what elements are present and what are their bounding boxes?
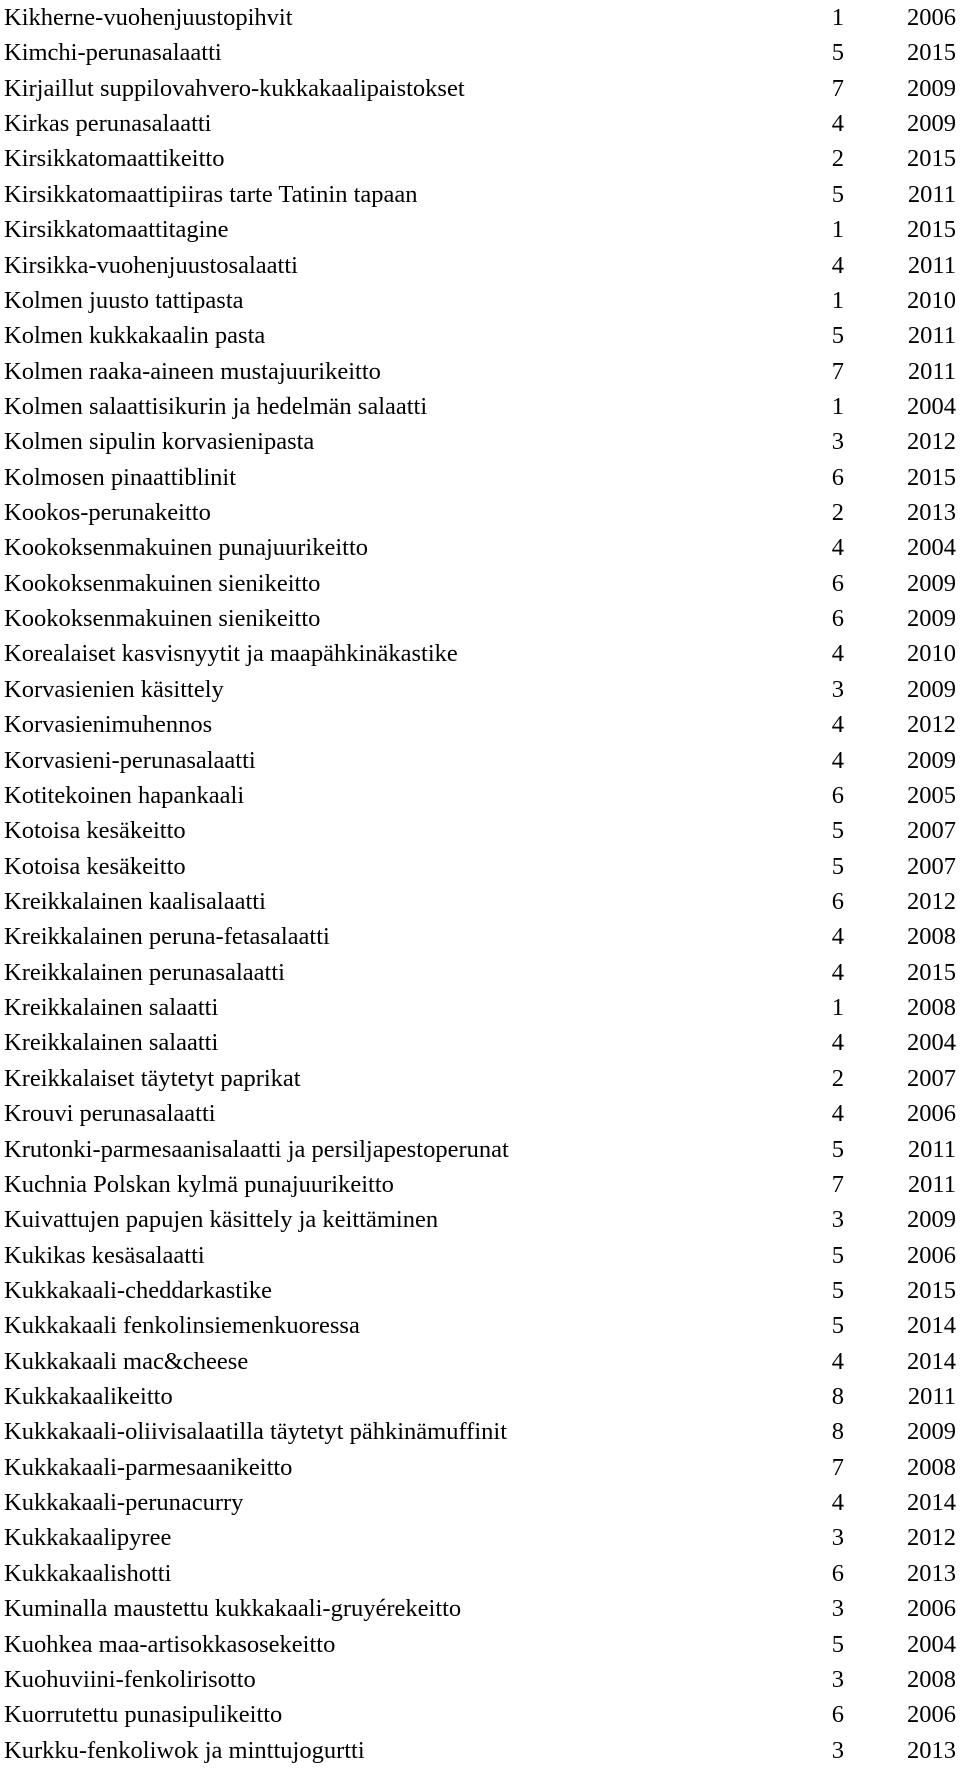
recipe-count: 6 [831,887,844,915]
recipe-year: 2015 [907,145,956,173]
recipe-year: 2006 [907,1241,956,1269]
recipe-year: 2008 [907,1665,956,1693]
recipe-count: 6 [831,1559,844,1587]
list-item [0,460,960,495]
list-item [0,743,960,778]
list-item [0,212,960,247]
list-item [0,672,960,707]
recipe-name: Kookoksenmakuinen sienikeitto [4,605,321,633]
list-item [0,884,960,919]
recipe-year: 2011 [907,1170,956,1198]
recipe-count: 4 [831,640,844,668]
recipe-count: 5 [831,180,844,208]
recipe-year: 2011 [907,1135,956,1163]
recipe-year: 2012 [907,1524,956,1552]
recipe-count: 3 [831,1206,844,1234]
recipe-count: 5 [831,1630,844,1658]
recipe-name: Krouvi perunasalaatti [4,1100,216,1128]
recipe-year: 2014 [907,1312,956,1340]
recipe-name: Kolmen juusto tattipasta [4,286,244,314]
recipe-count: 6 [831,569,844,597]
list-item [0,1379,960,1414]
list-item [0,495,960,530]
list-item [0,1308,960,1343]
recipe-year: 2013 [907,499,956,527]
recipe-name: Kurkku-fenkoliwok ja minttujogurtti [4,1736,365,1764]
recipe-count: 4 [831,1347,844,1375]
recipe-count: 4 [831,746,844,774]
recipe-count: 2 [831,145,844,173]
recipe-count: 6 [831,605,844,633]
recipe-name: Kotitekoinen hapankaali [4,781,245,809]
recipe-name: Kookoksenmakuinen sienikeitto [4,569,321,597]
recipe-year: 2008 [907,923,956,951]
list-item [0,0,960,35]
recipe-count: 3 [831,1595,844,1623]
recipe-count: 2 [831,499,844,527]
recipe-count: 5 [831,39,844,67]
recipe-count: 1 [831,994,844,1022]
list-item [0,530,960,565]
list-item [0,1025,960,1060]
recipe-year: 2009 [907,605,956,633]
recipe-count: 6 [831,463,844,491]
recipe-year: 2011 [907,251,956,279]
recipe-year: 2011 [907,357,956,385]
list-item [0,1485,960,1520]
recipe-year: 2006 [907,1595,956,1623]
recipe-name: Kookoksenmakuinen punajuurikeitto [4,534,369,562]
recipe-count: 1 [831,392,844,420]
list-item [0,35,960,70]
recipe-name: Kirsikka-vuohenjuustosalaatti [4,251,298,279]
list-item [0,1520,960,1555]
recipe-name: Kookos-perunakeitto [4,499,211,527]
recipe-count: 4 [831,251,844,279]
recipe-year: 2006 [907,4,956,31]
recipe-name: Kuorrutettu punasipulikeitto [4,1701,283,1729]
recipe-count: 3 [831,1665,844,1693]
recipe-count: 7 [831,1453,844,1481]
list-item [0,778,960,813]
list-item [0,106,960,141]
recipe-year: 2006 [907,1701,956,1729]
recipe-name: Kuminalla maustettu kukkakaali-gruyérekeitto [4,1595,462,1623]
list-item [0,1414,960,1449]
recipe-year: 2015 [907,39,956,67]
list-item [0,283,960,318]
recipe-name: Korvasienien käsittely [4,675,224,703]
list-item [0,1344,960,1379]
recipe-year: 2011 [907,180,956,208]
list-item [0,1238,960,1273]
list-item [0,177,960,212]
recipe-name: Kuivattujen papujen käsittely ja keittäminen [4,1206,439,1234]
recipe-name: Krutonki-parmesaanisalaatti ja persiljapestoperunat [4,1135,509,1163]
recipe-count: 5 [831,1312,844,1340]
recipe-year: 2006 [907,1100,956,1128]
list-item [0,1096,960,1131]
recipe-year: 2008 [907,1453,956,1481]
recipe-year: 2009 [907,675,956,703]
recipe-year: 2013 [907,1736,956,1764]
list-item [0,389,960,424]
list-item [0,813,960,848]
recipe-name: Korvasienimuhennos [4,711,213,739]
recipe-year: 2014 [907,1347,956,1375]
recipe-count: 4 [831,1029,844,1057]
recipe-count: 7 [831,74,844,102]
recipe-count: 4 [831,1489,844,1517]
recipe-year: 2010 [907,640,956,668]
recipe-count: 5 [831,322,844,350]
recipe-name: Kotoisa kesäkeitto [4,817,186,845]
recipe-name: Kuchnia Polskan kylmä punajuurikeitto [4,1170,394,1198]
list-item [0,1132,960,1167]
list-item [0,955,960,990]
list-item [0,424,960,459]
recipe-year: 2011 [907,322,956,350]
recipe-count: 5 [831,852,844,880]
recipe-year: 2004 [907,392,956,420]
recipe-count: 7 [831,1170,844,1198]
list-item [0,1627,960,1662]
list-item [0,1733,960,1768]
recipe-count: 2 [831,1064,844,1092]
recipe-count: 1 [831,4,844,31]
recipe-name: Kukikas kesäsalaatti [4,1241,205,1269]
recipe-count: 6 [831,781,844,809]
recipe-name: Korealaiset kasvisnyytit ja maapähkinäkastike [4,640,458,668]
list-item [0,566,960,601]
recipe-count: 3 [831,675,844,703]
recipe-count: 4 [831,534,844,562]
recipe-year: 2004 [907,1630,956,1658]
recipe-year: 2010 [907,286,956,314]
recipe-year: 2009 [907,74,956,102]
recipe-name: Kreikkalainen peruna-fetasalaatti [4,923,330,951]
list-item [0,318,960,353]
recipe-year: 2004 [907,534,956,562]
recipe-name: Kolmen sipulin korvasienipasta [4,428,315,456]
recipe-name: Kotoisa kesäkeitto [4,852,186,880]
recipe-name: Kukkakaali-oliivisalaatilla täytetyt pähkinämuffinit [4,1418,508,1446]
list-item [0,1591,960,1626]
recipe-year: 2004 [907,1029,956,1057]
recipe-count: 7 [831,357,844,385]
recipe-year: 2008 [907,994,956,1022]
list-item [0,849,960,884]
recipe-name: Kolmen salaattisikurin ja hedelmän salaatti [4,392,428,420]
recipe-count: 3 [831,1524,844,1552]
list-item [0,990,960,1025]
recipe-count: 4 [831,958,844,986]
recipe-count: 1 [831,286,844,314]
recipe-name: Kukkakaalishotti [4,1559,172,1587]
recipe-year: 2014 [907,1489,956,1517]
recipe-count: 5 [831,1241,844,1269]
recipe-name: Kukkakaalikeitto [4,1383,173,1411]
recipe-name: Kreikkalaiset täytetyt paprikat [4,1064,301,1092]
recipe-year: 2012 [907,711,956,739]
recipe-count: 8 [831,1383,844,1411]
recipe-year: 2007 [907,852,956,880]
list-item [0,707,960,742]
recipe-year: 2015 [907,958,956,986]
recipe-count: 5 [831,817,844,845]
list-item [0,248,960,283]
list-item [0,1697,960,1732]
recipe-name: Kukkakaali-parmesaanikeitto [4,1453,293,1481]
recipe-name: Kikherne-vuohenjuustopihvit [4,4,293,31]
recipe-name: Kukkakaali-cheddarkastike [4,1276,273,1304]
list-item [0,71,960,106]
recipe-year: 2005 [907,781,956,809]
recipe-name: Kirsikkatomaattitagine [4,216,229,244]
recipe-name: Kukkakaali-perunacurry [4,1489,244,1517]
recipe-year: 2011 [907,1383,956,1411]
recipe-name: Kirsikkatomaattipiiras tarte Tatinin tapaan [4,180,418,208]
recipe-name: Kukkakaali fenkolinsiemenkuoressa [4,1312,360,1340]
recipe-year: 2009 [907,1206,956,1234]
recipe-year: 2015 [907,463,956,491]
list-item [0,141,960,176]
list-item [0,1556,960,1591]
recipe-name: Kreikkalainen salaatti [4,1029,219,1057]
list-item [0,601,960,636]
recipe-name: Korvasieni-perunasalaatti [4,746,256,774]
recipe-year: 2009 [907,110,956,138]
recipe-name: Kolmen kukkakaalin pasta [4,322,266,350]
list-item [0,1273,960,1308]
recipe-year: 2015 [907,216,956,244]
recipe-name: Kukkakaali mac&cheese [4,1347,249,1375]
recipe-count: 1 [831,216,844,244]
recipe-count: 5 [831,1135,844,1163]
recipe-name: Kreikkalainen kaalisalaatti [4,887,266,915]
recipe-name: Kukkakaalipyree [4,1524,172,1552]
recipe-count: 3 [831,1736,844,1764]
recipe-name: Kreikkalainen salaatti [4,994,219,1022]
recipe-count: 8 [831,1418,844,1446]
recipe-year: 2007 [907,1064,956,1092]
recipe-name: Kuohkea maa-artisokkasosekeitto [4,1630,336,1658]
recipe-year: 2009 [907,1418,956,1446]
recipe-name: Kirsikkatomaattikeitto [4,145,225,173]
recipe-count: 4 [831,110,844,138]
list-item [0,354,960,389]
list-item [0,1202,960,1237]
recipe-name: Kolmen raaka-aineen mustajuurikeitto [4,357,381,385]
recipe-name: Kirkas perunasalaatti [4,110,212,138]
recipe-count: 5 [831,1276,844,1304]
recipe-name: Kolmosen pinaattiblinit [4,463,237,491]
list-item [0,919,960,954]
recipe-name: Kirjaillut suppilovahvero-kukkakaalipaistokset [4,74,465,102]
list-item [0,1662,960,1697]
recipe-year: 2007 [907,817,956,845]
recipe-name: Kreikkalainen perunasalaatti [4,958,285,986]
list-item [0,1167,960,1202]
list-item [0,1061,960,1096]
recipe-count: 3 [831,428,844,456]
recipe-count: 6 [831,1701,844,1729]
list-item [0,636,960,671]
recipe-count: 4 [831,711,844,739]
recipe-year: 2015 [907,1276,956,1304]
recipe-year: 2013 [907,1559,956,1587]
recipe-count: 4 [831,923,844,951]
recipe-year: 2012 [907,428,956,456]
recipe-year: 2009 [907,569,956,597]
recipe-year: 2012 [907,887,956,915]
recipe-count: 4 [831,1100,844,1128]
recipe-year: 2009 [907,746,956,774]
recipe-name: Kuohuviini-fenkolirisotto [4,1665,256,1693]
recipe-name: Kimchi-perunasalaatti [4,39,222,67]
list-item [0,1450,960,1485]
